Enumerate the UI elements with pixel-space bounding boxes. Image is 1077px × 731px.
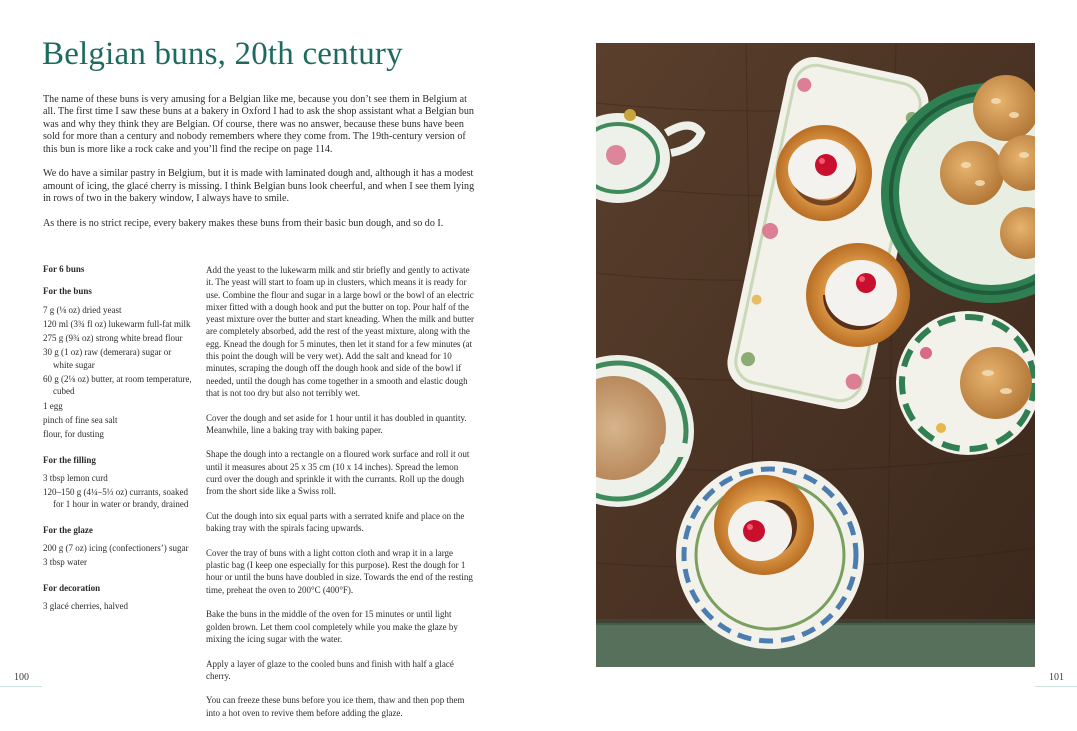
ingredients-list (43, 263, 193, 625)
method-step: Shape the dough into a rectangle on a floured work surface and roll it out until it measures about 25 x 35 cm (10 x 14 inches). Spread the lemon curd over the dough and sprinkle it with the currants. Roll up the dough from the short side like a Swiss roll. (206, 449, 470, 497)
method-step: Cover the tray of buns with a light cotton cloth and wrap it in a large plastic bag (I keep one especially for this purpose). Rest the dough for 1 hour or until the buns have doubled in size. Towards the end of the resting time, preheat the oven to 200°C (400°F). (206, 547, 473, 595)
ingredient-section-heading: For decoration (43, 582, 101, 593)
ingredient-item: flour, for dusting (43, 429, 104, 440)
method-step: Cut the dough into six equal parts with a serrated knife and place on the baking tray with the spirals facing upwards. (206, 510, 465, 534)
page-number-left: 100 (14, 672, 29, 683)
ingredient-item: 275 g (9¾ oz) strong white bread flour (43, 333, 183, 344)
intro-paragraph: As there is no strict recipe, every bakery makes these buns from their basic bun dough, and so do I. (43, 218, 444, 230)
ingredient-item: 7 g (⅛ oz) dried yeast (43, 304, 122, 315)
ingredient-item: 30 g (1 oz) raw (demerara) sugar or white sugar (43, 347, 172, 370)
ingredient-item: 60 g (2⅛ oz) butter, at room temperature, cubed (43, 374, 192, 397)
method-step: Add the yeast to the lukewarm milk and stir briefly and gently to activate it. The yeast will start to foam up in clusters, which means it is ready for use. Combine the flour and sugar in a large bowl or the bowl of an electric mixer fitted with a dough hook and put the butter on top. Pour half of the yeast mixture over the butter and start kneading. When the milk and butter are completely absorbed, add the rest of the yeast mixture, along with the egg. Knead the dough for 5 minutes, then let it stand for a few minutes (at this point the dough will be very wet). Add the salt and knead for 10 minutes, scraping the dough off the dough hook and side of the bowl if needed, until the dough has come together in a smooth and elastic dough that is not too dry but also not terribly wet. (206, 265, 475, 398)
rock-cake (960, 347, 1032, 419)
ingredient-section-heading: For the glaze (43, 524, 93, 535)
ingredient-item: 200 g (7 oz) icing (confectioners’) sugar (43, 543, 189, 554)
ingredient-item: 120–150 g (4¼–5⅓ oz) currants, soaked for 1 hour in water or brandy, drained (43, 487, 189, 510)
ingredient-section-filling (43, 454, 193, 511)
ingredient-item: 1 egg (43, 400, 63, 411)
glace-cherry (743, 520, 765, 542)
method-step: Bake the buns in the middle of the oven for 15 minutes or until light golden brown. Let them cool completely while you make the glaze by mixing the icing sugar with the water. (206, 609, 458, 644)
ingredient-section-buns (43, 285, 193, 440)
ingredient-item: 3 tbsp lemon curd (43, 472, 108, 483)
glace-cherry (815, 154, 837, 176)
page-number-right: 101 (1049, 672, 1064, 683)
ingredient-section-heading: For the filling (43, 454, 96, 465)
method-step: You can freeze these buns before you ice them, thaw and then pop them into a hot oven to revive them before adding the glaze. (206, 695, 465, 718)
intro-paragraph: The name of these buns is very amusing for a Belgian like me, because you don’t see them in Belgium at all. The first time I saw these buns at a bakery in Oxford I had to ask the shop assistant what a Belgian bun was and why they think they are Belgian. Of course, there was no answer, because these buns have been sold for more than a century and nobody remembers where they come from. The 19th-century version of this bun is more like a rock cake and you’ll find the recipe on page 114. (43, 94, 474, 155)
method-step: Cover the dough and set aside for 1 hour until it has doubled in quantity. Meanwhile, line a baking tray with baking paper. (206, 412, 467, 435)
ingredient-item: 3 tbsp water (43, 557, 87, 568)
serves-heading: For 6 buns (43, 264, 85, 274)
ingredient-item: pinch of fine sea salt (43, 414, 118, 425)
floral-side-plate (896, 311, 1035, 455)
ingredient-section-decoration (43, 582, 193, 613)
intro-paragraph: We do have a similar pastry in Belgium, but it is made with laminated dough and, although it has a modest amount of icing, the glacé cherry is missing. I think Belgian buns look cheerful, and when I see them lying in rows of two in the bakery window, I always have to smile. (43, 168, 475, 205)
ingredient-section-glaze (43, 524, 193, 569)
rock-cake (940, 141, 1004, 205)
method-steps (206, 264, 474, 731)
ingredient-item: 120 ml (3¾ fl oz) lukewarm full-fat milk (43, 318, 191, 329)
footer-rule-left (0, 686, 42, 687)
ingredient-section-heading: For the buns (43, 286, 92, 297)
glace-cherry (856, 273, 876, 293)
belgian-bun (714, 475, 814, 575)
belgian-bun (806, 243, 910, 347)
method-step: Apply a layer of glaze to the cooled buns and finish with half a glacé cherry. (206, 658, 454, 681)
ingredient-item: 3 glacé cherries, halved (43, 600, 128, 611)
belgian-bun (776, 125, 872, 221)
food-photo (596, 43, 1035, 667)
footer-rule-right (1035, 686, 1077, 687)
recipe-title: Belgian buns, 20th century (42, 36, 403, 72)
intro-text (43, 94, 475, 243)
